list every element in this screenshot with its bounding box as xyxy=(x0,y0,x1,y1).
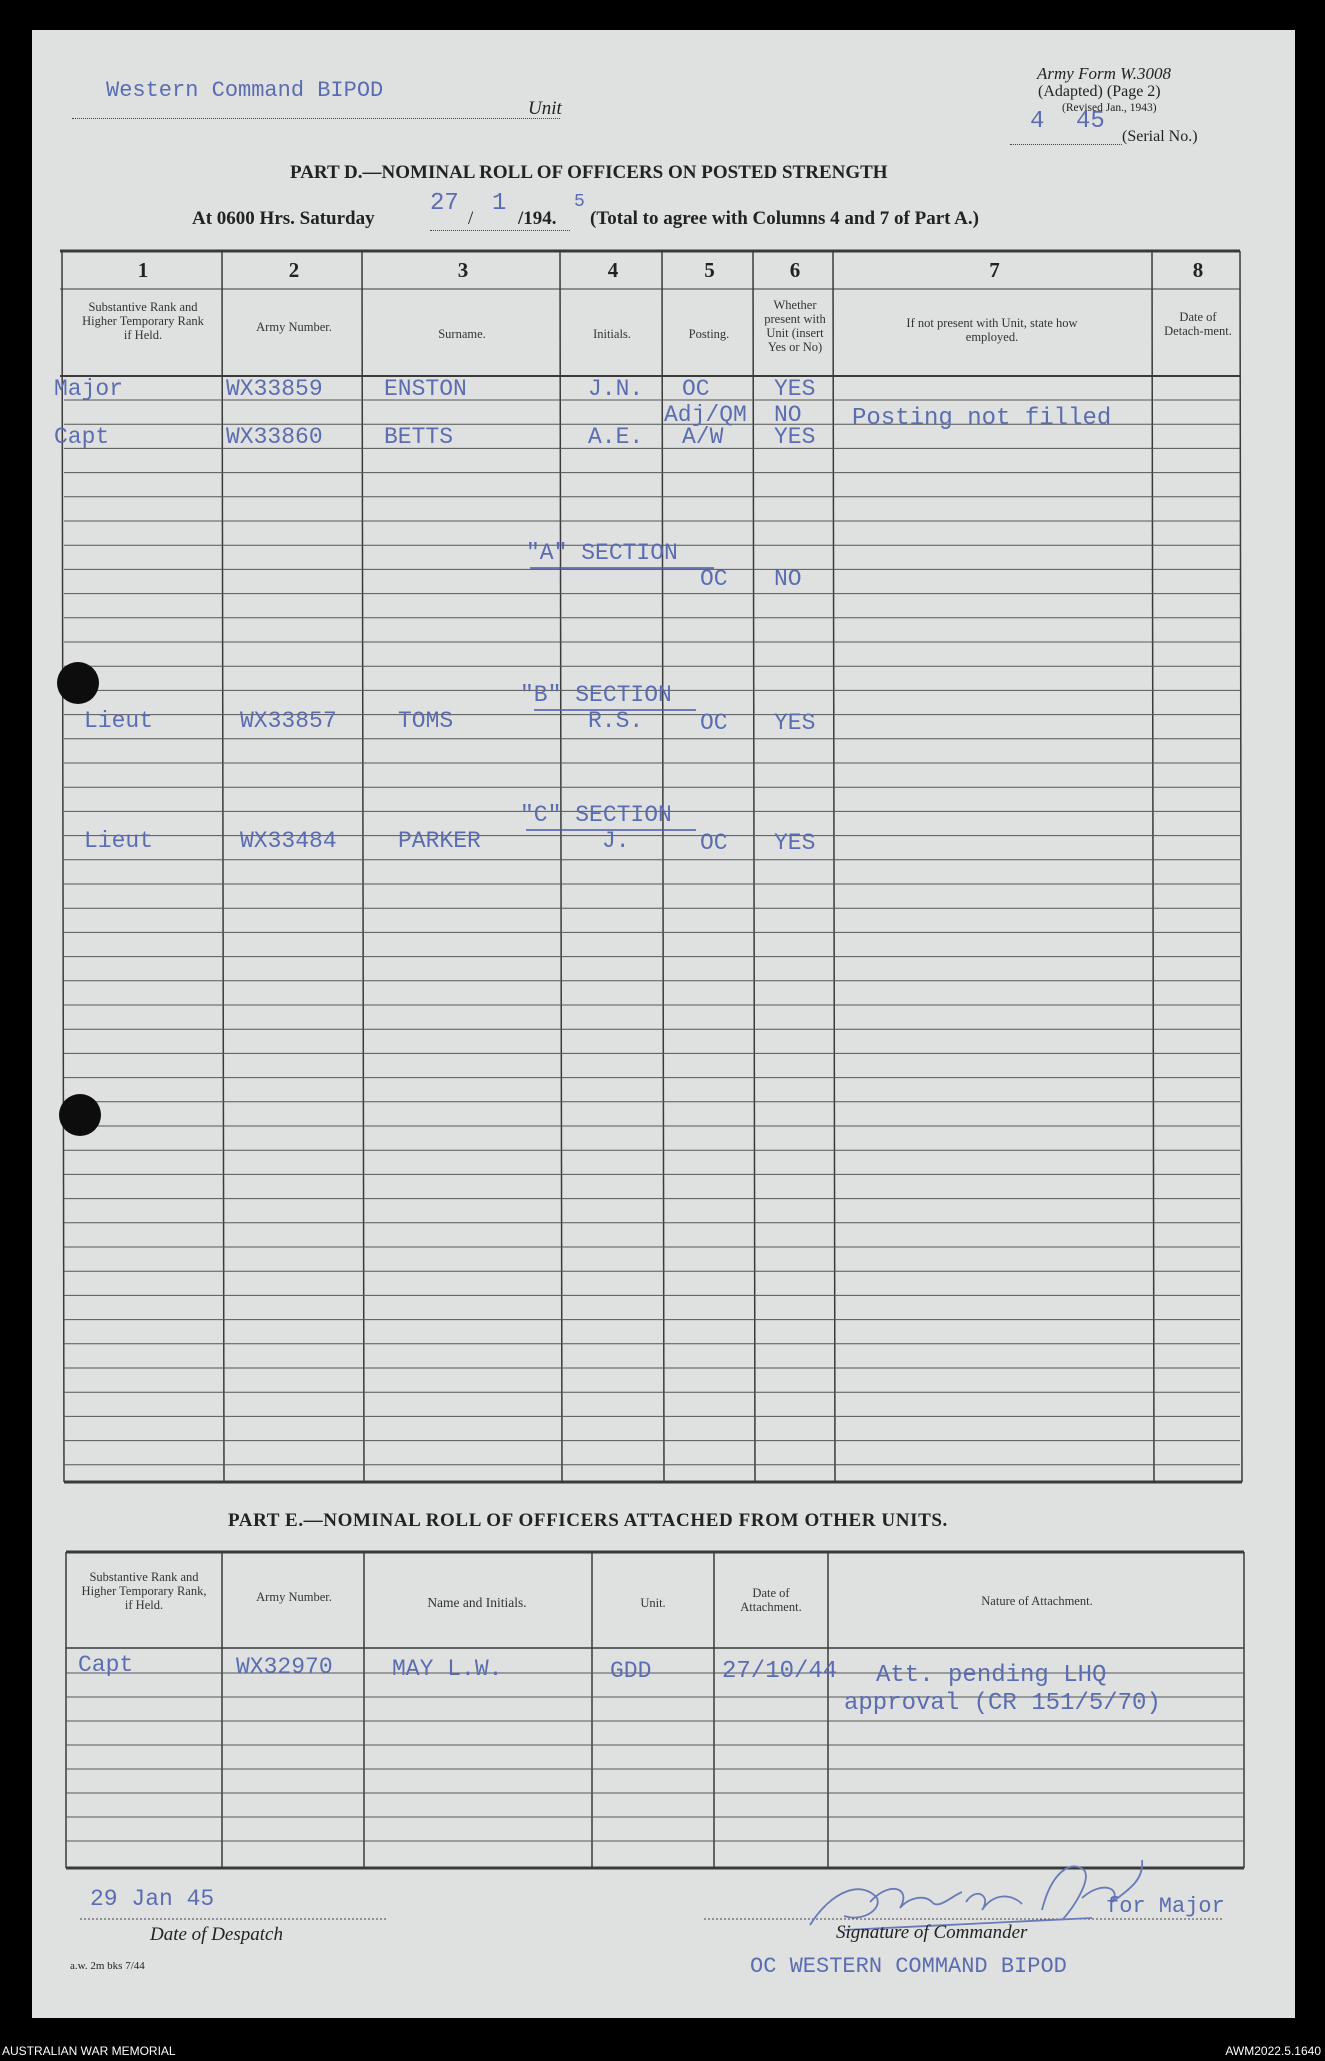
section-c-title: "C" SECTION xyxy=(520,802,672,828)
col-header-initials: Initials. xyxy=(593,327,631,341)
army-number-cell: WX33484 xyxy=(240,828,337,854)
surname-cell: BETTS xyxy=(384,424,454,450)
nature-cell-line-2: approval (CR 151/5/70) xyxy=(844,1690,1161,1717)
e-col-header-name: Name and Initials. xyxy=(427,1595,527,1610)
at-prefix: At 0600 Hrs. Saturday xyxy=(192,208,375,229)
section-b-title: "B" SECTION xyxy=(520,682,672,708)
present-cell: YES xyxy=(774,830,816,856)
present-cell: NO xyxy=(774,402,802,428)
unit-cell: GDD xyxy=(610,1658,652,1684)
punch-hole-upper xyxy=(57,662,99,704)
col-header-army-number: Army Number. xyxy=(256,320,332,334)
initials-cell: R.S. xyxy=(588,708,644,734)
serial-label: (Serial No.) xyxy=(1122,128,1198,145)
initials-cell: J. xyxy=(602,828,630,854)
posting-cell: OC xyxy=(700,710,728,736)
despatch-date-label: Date of Despatch xyxy=(150,1924,283,1945)
posting-cell: Adj/QM xyxy=(664,402,747,428)
despatch-date-value: 29 Jan 45 xyxy=(90,1886,215,1912)
name-cell: MAY L.W. xyxy=(392,1656,503,1682)
part-d-grid xyxy=(32,30,1295,2018)
surname-cell: TOMS xyxy=(398,708,454,734)
print-code: a.w. 2m bks 7/44 xyxy=(70,1960,145,1972)
col-header-present: Whether present with Unit (insert Yes or No) xyxy=(764,298,826,354)
nature-cell-line-1: Att. pending LHQ xyxy=(876,1662,1107,1689)
adapted-label: (Adapted) (Page 2) xyxy=(1038,83,1161,100)
present-cell: YES xyxy=(774,424,816,450)
year-prefix: /194. xyxy=(518,208,557,229)
col-num-8: 8 xyxy=(1192,258,1204,282)
serial-b: 45 xyxy=(1076,108,1105,135)
col-header-rank: Substantive Rank and Higher Temporary Rank if Held. xyxy=(82,300,204,342)
unit-label: Unit xyxy=(528,98,562,119)
part-d-title: PART D.—NOMINAL ROLL OF OFFICERS ON POSTED STRENGTH xyxy=(290,162,888,183)
employed-cell: Posting not filled xyxy=(852,405,1112,432)
rank-cell: Lieut xyxy=(84,828,154,854)
posting-cell: OC xyxy=(682,376,710,402)
month-value: 1 xyxy=(492,190,507,217)
initials-cell: J.N. xyxy=(588,376,644,402)
army-number-cell: WX32970 xyxy=(236,1654,333,1680)
for-major: for Major xyxy=(1106,1894,1225,1919)
col-header-surname: Surname. xyxy=(438,327,486,341)
rank-cell: Capt xyxy=(54,424,110,450)
col-num-3: 3 xyxy=(457,258,469,282)
col-num-7: 7 xyxy=(989,258,1000,282)
section-a-present: NO xyxy=(774,566,802,592)
e-col-header-rank: Substantive Rank and Higher Temporary Rank, if Held. xyxy=(81,1570,207,1612)
e-col-header-date: Date of Attachment. xyxy=(740,1586,802,1614)
footer-right: AWM2022.5.1640 xyxy=(1225,2044,1321,2058)
day-value: 27 xyxy=(430,190,459,217)
present-cell: YES xyxy=(774,710,816,736)
col-header-detachment: Date of Detach-ment. xyxy=(1164,310,1232,338)
commander-value: OC WESTERN COMMAND BIPOD xyxy=(750,1954,1067,1979)
form-sheet: Western Command BIPOD Unit Army Form W.3008 (Adapted) (Page 2) (Revised Jan., 1943) 4 45 (Serial No.) PART D.—NOMINAL ROLL OF OFFICERS ON POSTED STRENGTH At 0600 Hrs. Saturday 27 / 1 /194. 5 (Total to agree with Columns 4 and 7 of Part A.) 1 2 3 4 5 6 7 8 Substantive Rank and Higher Temporary Rank if Held. Army Number. Surname. Initials. Posting. Whether present with Unit (insert Yes or No) If not present with Unit, state how employed. Date of Detach-ment. Major WX33859 ENSTON J.N. OC YES Adj/QM NO Posting not filled Capt WX33860 BETTS A.E. A/W YES "A" SECTION OC NO "B" SECTION Lieut WX33857 TOMS R.S. OC YES "C" SECTION Lieut WX33484 PARKER J. OC YES PART E.—NOMINAL ROLL OF OFFICERS ATTACHED FROM OTHER UNITS. Substantive Rank and Higher Temporary Rank, if Held. Army Number. Name and Initials. Unit. Date of Attachment. Nature of Attachment. Capt WX32970 MAY L.W. GDD 27/10/44 Att. pending LHQ approval (CR 151/5/70) 29 Jan 45 Date of Despatch a.w. 2m bks 7/44 for Major Signature of Commander OC WESTERN COMMAND BIPOD xyxy=(32,30,1295,2018)
posting-cell: OC xyxy=(700,830,728,856)
army-number-cell: WX33857 xyxy=(240,708,337,734)
section-a-title: "A" SECTION xyxy=(526,540,678,566)
rank-cell: Lieut xyxy=(84,708,154,734)
section-a-posting: OC xyxy=(700,566,728,592)
rank-cell: Major xyxy=(54,376,124,402)
footer-left: AUSTRALIAN WAR MEMORIAL xyxy=(2,2044,176,2058)
unit-value: Western Command BIPOD xyxy=(106,78,384,103)
e-col-header-unit: Unit. xyxy=(640,1596,666,1610)
army-number-cell: WX33859 xyxy=(226,376,323,402)
col-header-employed: If not present with Unit, state how employed. xyxy=(906,316,1078,344)
present-cell: YES xyxy=(774,376,816,402)
col-num-4: 4 xyxy=(607,258,619,282)
signature-label: Signature of Commander xyxy=(836,1922,1028,1943)
e-col-header-nature: Nature of Attachment. xyxy=(981,1594,1093,1608)
part-e-title: PART E.—NOMINAL ROLL OF OFFICERS ATTACHED FROM OTHER UNITS. xyxy=(228,1510,948,1531)
army-number-cell: WX33860 xyxy=(226,424,323,450)
col-num-1: 1 xyxy=(137,258,149,282)
army-form-label: Army Form W.3008 xyxy=(1037,64,1171,83)
rank-cell: Capt xyxy=(78,1652,134,1678)
year-digit: 5 xyxy=(574,192,585,212)
initials-cell: A.E. xyxy=(588,424,644,450)
col-num-2: 2 xyxy=(288,258,300,282)
punch-hole-lower xyxy=(59,1094,101,1136)
col-num-5: 5 xyxy=(704,258,715,282)
col-num-6: 6 xyxy=(789,258,801,282)
serial-a: 4 xyxy=(1030,108,1045,135)
date-cell: 27/10/44 xyxy=(722,1658,838,1685)
total-note: (Total to agree with Columns 4 and 7 of Part A.) xyxy=(590,208,979,229)
surname-cell: ENSTON xyxy=(384,376,467,402)
e-col-header-army-number: Army Number. xyxy=(256,1590,332,1604)
posting-cell: A/W xyxy=(682,424,724,450)
surname-cell: PARKER xyxy=(398,828,481,854)
revised-label: (Revised Jan., 1943) xyxy=(1062,102,1157,114)
col-header-posting: Posting. xyxy=(688,327,730,341)
